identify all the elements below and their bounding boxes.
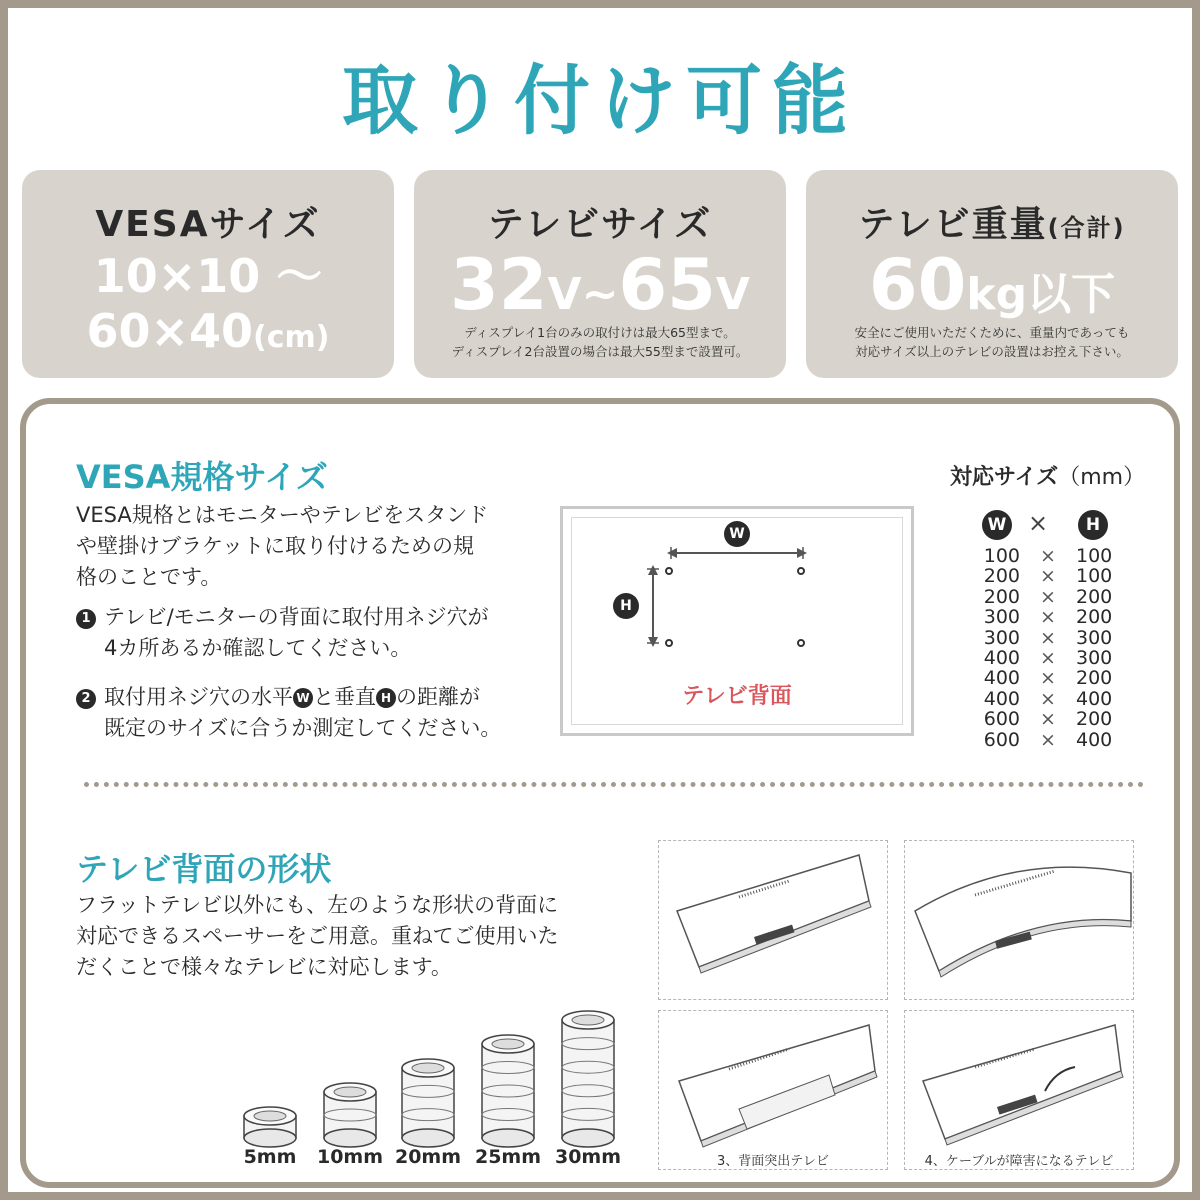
size-row — [970, 566, 1126, 586]
size-times: × — [1040, 728, 1056, 751]
tv-size-note-2: ディスプレイ2台設置の場合は最大55型まで設置可。 — [451, 343, 749, 359]
vesa-desc-line: 格のことです。 — [76, 565, 222, 589]
vesa-size-range-line2 — [22, 303, 394, 358]
tv-size-min: 32 — [450, 244, 548, 326]
spacer-label: 20mm — [394, 1146, 462, 1168]
size-width: 600 — [983, 708, 1020, 731]
size-width: 300 — [983, 626, 1020, 649]
tv-size-tilde: ~ — [581, 269, 619, 320]
tv-size-note-1: ディスプレイ1台のみの取付けは最大65型まで。 — [464, 325, 736, 340]
size-height: 200 — [1076, 585, 1113, 608]
size-times: × — [1040, 647, 1056, 670]
page-title: 取り付け可能 — [342, 56, 858, 145]
width-badge-icon: W — [293, 688, 313, 708]
screw-hole-icon — [665, 567, 673, 575]
size-times: × — [1040, 565, 1056, 588]
size-row — [970, 668, 1126, 688]
size-times: × — [1040, 626, 1056, 649]
tv-weight-unit: kg以下 — [966, 269, 1116, 320]
spacer-icon — [476, 1032, 540, 1152]
vesa-size-unit: (cm) — [253, 319, 330, 355]
step-2-line-2: 既定のサイズに合うか測定してください。 — [104, 716, 502, 740]
tv-size-range — [414, 244, 786, 326]
vesa-section-heading: VESA規格サイズ — [76, 458, 328, 496]
vesa-desc-line: や壁掛けブラケットに取り付けるための規 — [76, 534, 474, 558]
protruding-tv-icon — [659, 1011, 887, 1169]
spacer-icon — [556, 1008, 620, 1152]
tv-size-max-unit: V — [715, 269, 750, 320]
size-row — [970, 689, 1126, 709]
size-height: 400 — [1076, 728, 1113, 751]
vesa-size-max: 60×40 — [86, 303, 254, 358]
tv-curved-illustration — [904, 840, 1134, 1000]
tv-back-label: テレビ背面 — [682, 684, 792, 709]
step-number-2-icon: 2 — [76, 689, 96, 709]
tv-size-min-unit: V — [547, 269, 582, 320]
times-sign: × — [1028, 509, 1049, 537]
size-row — [970, 628, 1126, 648]
screw-hole-icon — [665, 639, 673, 647]
height-badge-icon: H — [376, 688, 396, 708]
step-1-line-2: 4カ所あるか確認してください。 — [104, 636, 412, 660]
vesa-size-range-line1: 10×10 ～ — [93, 249, 323, 303]
size-table-title-text: 対応サイズ — [950, 465, 1059, 490]
size-table-unit: （mm） — [1058, 465, 1146, 490]
spacer-label: 5mm — [243, 1146, 297, 1168]
size-table-title — [950, 460, 1145, 491]
spacer-icon — [238, 1104, 302, 1152]
tv-weight-label-main: テレビ重量 — [858, 204, 1048, 245]
size-times: × — [1040, 545, 1056, 567]
spacer-label: 30mm — [554, 1146, 622, 1168]
tv-weight-card — [806, 170, 1178, 378]
size-times: × — [1040, 708, 1056, 731]
tv-weight-label — [806, 196, 1178, 247]
spacer-label: 10mm — [316, 1146, 384, 1168]
height-column-icon: H — [1078, 510, 1108, 540]
step-2-text-a: 取付用ネジ穴の水平 — [104, 685, 293, 709]
tv-flat-illustration — [658, 840, 888, 1000]
size-height: 200 — [1076, 667, 1113, 690]
vesa-step-1 — [76, 602, 489, 664]
size-height: 200 — [1076, 708, 1113, 731]
info-panel — [20, 398, 1180, 1188]
size-width: 600 — [983, 728, 1020, 751]
shape-desc-line: だくことで様々なテレビに対応します。 — [76, 955, 452, 979]
size-width: 300 — [983, 606, 1020, 629]
step-number-1-icon: 1 — [76, 609, 96, 629]
tv-weight-note-2: 対応サイズ以上のテレビの設置はお控え下さい。 — [855, 343, 1129, 359]
size-row — [970, 730, 1126, 750]
size-row — [970, 546, 1126, 566]
section-divider — [84, 782, 1144, 787]
size-row — [970, 607, 1126, 627]
spacer-icon — [396, 1056, 460, 1152]
step-2-text-c: の距離が — [396, 685, 480, 709]
size-width: 400 — [983, 647, 1020, 670]
spacer-label: 25mm — [474, 1146, 542, 1168]
curved-tv-icon — [905, 841, 1133, 999]
size-width: 100 — [983, 545, 1020, 567]
vesa-description — [76, 500, 488, 593]
cable-tv-icon — [905, 1011, 1133, 1169]
width-column-icon: W — [982, 510, 1012, 540]
shape-section-heading: テレビ背面の形状 — [76, 850, 332, 888]
shape-desc-line: 対応できるスペーサーをご用意。重ねてご使用いた — [76, 924, 559, 948]
tv-weight-note-1: 安全にご使用いただくために、重量内であっても — [854, 325, 1130, 340]
tv-size-max: 65 — [618, 244, 716, 326]
screw-hole-icon — [797, 567, 805, 575]
width-marker-icon: W — [724, 521, 750, 547]
spacer-icon — [318, 1080, 382, 1152]
shape-desc-line: フラットテレビ以外にも、左のような形状の背面に — [76, 893, 559, 917]
tv-protruding-illustration — [658, 1010, 888, 1170]
tv-size-card — [414, 170, 786, 378]
size-times: × — [1040, 585, 1056, 608]
size-width: 400 — [983, 687, 1020, 710]
size-table — [970, 546, 1126, 750]
tv-size-label: テレビサイズ — [487, 204, 713, 245]
step-1-line-1: テレビ/モニターの背面に取付用ネジ穴が — [104, 605, 489, 629]
tv-type-caption-3: 3、背面突出テレビ — [716, 1154, 829, 1169]
tv-weight-value — [806, 244, 1178, 326]
vesa-size-card — [22, 170, 394, 378]
size-width: 200 — [983, 565, 1020, 588]
size-row — [970, 587, 1126, 607]
shape-description — [76, 890, 558, 983]
tv-weight-number: 60 — [868, 244, 967, 326]
flat-tv-icon — [659, 841, 887, 999]
size-width: 200 — [983, 585, 1020, 608]
size-height: 300 — [1076, 626, 1113, 649]
size-times: × — [1040, 667, 1056, 690]
tv-back-diagram — [560, 506, 914, 736]
size-height: 300 — [1076, 647, 1113, 670]
tv-weight-label-sub: (合計) — [1047, 214, 1126, 242]
size-times: × — [1040, 606, 1056, 629]
tv-cable-illustration — [904, 1010, 1134, 1170]
step-2-text-b: と垂直 — [313, 685, 376, 709]
size-times: × — [1040, 687, 1056, 710]
vesa-desc-line: VESA規格とはモニターやテレビをスタンド — [76, 503, 489, 527]
tv-type-caption-4: 4、ケーブルが障害になるテレビ — [924, 1154, 1114, 1169]
size-row — [970, 648, 1126, 668]
size-width: 400 — [983, 667, 1020, 690]
size-height: 200 — [1076, 606, 1113, 629]
size-height: 400 — [1076, 687, 1113, 710]
vesa-size-label: VESAサイズ — [95, 204, 321, 245]
vesa-step-2 — [76, 682, 501, 744]
size-height: 100 — [1076, 545, 1113, 567]
height-marker-icon: H — [613, 593, 639, 619]
size-height: 100 — [1076, 565, 1113, 588]
size-row — [970, 709, 1126, 729]
screw-hole-icon — [797, 639, 805, 647]
